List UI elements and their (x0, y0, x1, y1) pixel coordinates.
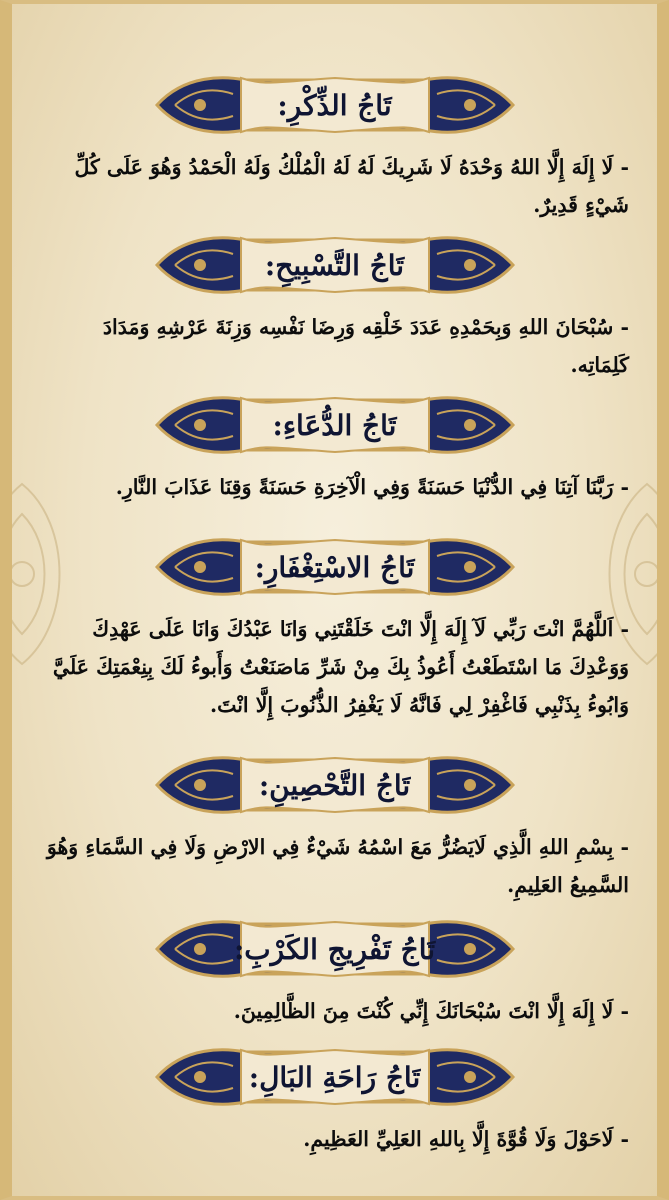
section-text: - لَا إِلَهَ إِلَّا اللهُ وَحْدَهُ لَا شَرِيكَ لَهُ لَهُ الْمُلْكُ وَلَهُ الْحَمْدُ وَهُوَ عَلَى كُلِّ شَيْءٍ قَدِيرٌ. (74, 155, 629, 217)
section-title: تَاجُ الذِّكْرِ: (277, 88, 392, 122)
section-rahat-albal (12, 1044, 657, 1158)
section-text: - لَا إِلَهَ إِلَّا انْتَ سُبْحَانَكَ إِنِّي كُنْتَ مِنَ الظَّالِمِينَ. (233, 999, 629, 1023)
section-text: - رَبَّنَا آتِنَا فِي الدُّنْيَا حَسَنَةً وَفِي الْآخِرَةِ حَسَنَةً وَقِنَا عَذَابَ النَّارِ. (115, 475, 629, 499)
section-title: تَاجُ الاسْتِغْفَارِ: (254, 550, 415, 584)
banner (155, 1044, 515, 1110)
section-tafrij (12, 916, 657, 1030)
section-title: تَاجُ رَاحَةِ البَالِ: (248, 1060, 421, 1094)
banner (155, 232, 515, 298)
section-istighfar (12, 534, 657, 724)
section-title: تَاجُ التَّحْصِينِ: (258, 768, 411, 802)
section-title: تَاجُ التَّسْبِيحِ: (264, 248, 405, 282)
section-tasbih (12, 232, 657, 384)
banner (155, 916, 515, 982)
banner (155, 752, 515, 818)
banner (155, 534, 515, 600)
section-title: تَاجُ الدُّعَاءِ: (272, 408, 397, 442)
banner (155, 392, 515, 458)
banner (155, 72, 515, 138)
section-text: - سُبْحَانَ اللهِ وَبِحَمْدِهِ عَدَدَ خَلْقِه وَرِضَا نَفْسِه وَزِنَةَ عَرْشِهِ وَمَدَادَ كَلِمَاتِه. (102, 315, 629, 377)
section-dua (12, 392, 657, 506)
section-dhikr (12, 72, 657, 224)
section-tahseen (12, 752, 657, 904)
section-text: - اَللَّهُمَّ انْتَ رَبِّي لَآ إِلَهَ إِلَّا انْتَ خَلَقْتَنِي وَانَا عَبْدُكَ وَانَا عَلَى عَهْدِكَ وَوَعْدِكَ مَا اسْتَطَعْتُ أَعُوذُ بِكَ مِنْ شَرِّ مَاصَنَعْتُ وَأَبوءُ لَكَ بِنِعْمَتِكَ عَلَيَّ وَابُوءُ بِذَنْبِي فَاغْفِرْ لِي فَانَّهُ لَا يَغْفِرُ الذُّنُوبَ إِلَّا انْتَ. (52, 617, 629, 717)
section-title: تَاجُ تَفْرِيجِ الكَرْبِ: (233, 932, 436, 966)
section-text: - بِسْمِ اللهِ الَّذِي لَايَضُرُّ مَعَ اسْمُهُ شَيْءٌ فِي الارْضِ وَلَا فِي السَّمَاءِ وَهُوَ السَّمِيعُ العَلِيمِ. (46, 835, 629, 897)
section-text: - لَاحَوْلَ وَلَا قُوَّةَ إِلَّا بِاللهِ العَلِيِّ العَظِيمِ. (303, 1127, 629, 1151)
